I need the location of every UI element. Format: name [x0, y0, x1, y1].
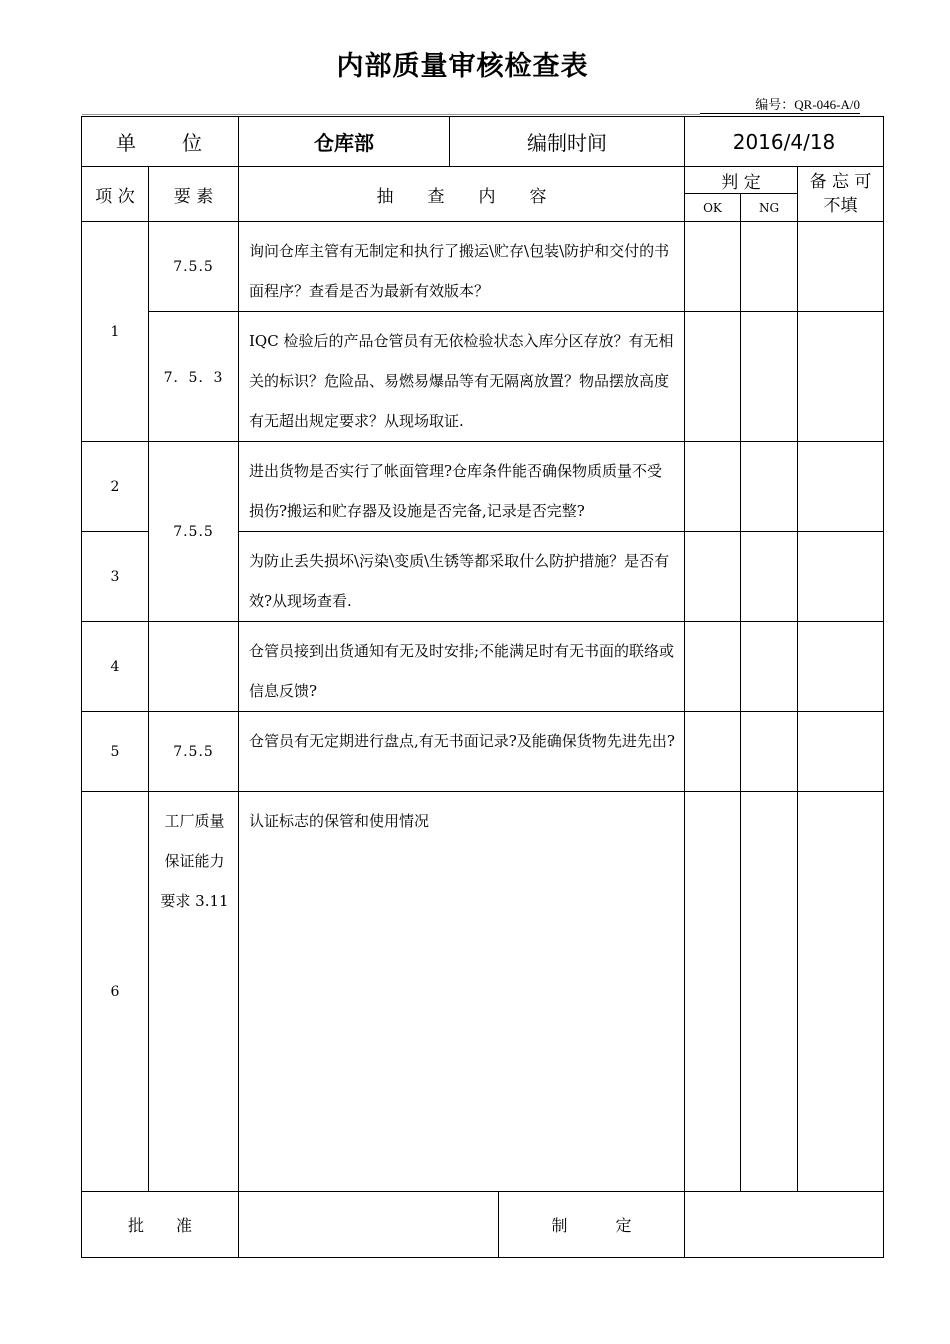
memo-cell[interactable] [798, 222, 884, 312]
item-number: 3 [82, 532, 149, 622]
check-content: 仓管员接到出货通知有无及时安排;不能满足时有无书面的联络或信息反馈? [239, 622, 685, 712]
check-content: 进出货物是否实行了帐面管理?仓库条件能否确保物质质量不受损伤?搬运和贮存器及设施是否完备,记录是否完整? [239, 442, 685, 532]
memo-cell[interactable] [798, 792, 884, 1192]
time-value[interactable]: 2016/4/18 [685, 117, 884, 167]
content-header: 抽 查 内 容 [239, 167, 685, 222]
memo-cell[interactable] [798, 622, 884, 712]
item-number: 4 [82, 622, 149, 712]
signature-row [82, 1192, 884, 1258]
ok-cell[interactable] [685, 532, 741, 622]
ng-cell[interactable] [741, 222, 798, 312]
approve-area [239, 1192, 685, 1258]
check-content: 仓管员有无定期进行盘点,有无书面记录?及能确保货物先进先出? [239, 712, 685, 792]
clause-cell: 7.5.5 [149, 222, 239, 312]
item-number: 2 [82, 442, 149, 532]
clause-cell: 7.5.5 [149, 712, 239, 792]
check-content: 询问仓库主管有无制定和执行了搬运\贮存\包装\防护和交付的书面程序？查看是否为最新有效版本？ [239, 222, 685, 312]
header-divider [82, 114, 700, 115]
approve-field[interactable] [239, 1192, 499, 1257]
time-label: 编制时间 [450, 117, 685, 167]
ng-header: NG [741, 194, 798, 222]
memo-cell[interactable] [798, 312, 884, 442]
ng-cell[interactable] [741, 712, 798, 792]
table-row [82, 792, 884, 1192]
table-row [82, 442, 884, 532]
ok-cell[interactable] [685, 792, 741, 1192]
column-header-row [82, 167, 884, 194]
docno-underline [700, 113, 860, 114]
memo-cell[interactable] [798, 712, 884, 792]
ok-cell[interactable] [685, 712, 741, 792]
ok-header: OK [685, 194, 741, 222]
element-header: 要 素 [149, 167, 239, 222]
ng-cell[interactable] [741, 792, 798, 1192]
judge-header: 判 定 [685, 167, 798, 194]
unit-label: 单 位 [82, 117, 239, 167]
memo-header: 备 忘 可不填 [798, 167, 884, 222]
prepare-label: 制 定 [551, 1216, 632, 1235]
item-number: 6 [82, 792, 149, 1192]
item-number: 1 [82, 222, 149, 442]
prepare-field[interactable] [685, 1192, 884, 1258]
ng-cell[interactable] [741, 622, 798, 712]
table-row [82, 712, 884, 792]
ng-cell[interactable] [741, 532, 798, 622]
approve-label: 批 准 [82, 1192, 239, 1258]
ok-cell[interactable] [685, 222, 741, 312]
page-title: 内部质量审核检查表 [336, 51, 589, 82]
clause-cell: 7．5．3 [149, 312, 239, 442]
clause-cell: 工厂质量保证能力要求 3.11 [149, 792, 239, 1192]
check-content: 认证标志的保管和使用情况 [239, 792, 685, 1192]
check-content: IQC 检验后的产品仓管员有无依检验状态入库分区存放？有无相关的标识？危险品、易燃易爆品等有无隔离放置？物品摆放高度有无超出规定要求？从现场取证. [239, 312, 685, 442]
item-header: 项 次 [82, 167, 149, 222]
audit-checklist-table [81, 116, 884, 1258]
ok-cell[interactable] [685, 622, 741, 712]
unit-row [82, 117, 884, 167]
unit-value[interactable]: 仓库部 [239, 117, 450, 167]
memo-cell[interactable] [798, 532, 884, 622]
ng-cell[interactable] [741, 442, 798, 532]
memo-cell[interactable] [798, 442, 884, 532]
ok-cell[interactable] [685, 442, 741, 532]
ng-cell[interactable] [741, 312, 798, 442]
clause-cell [149, 622, 239, 712]
table-row [82, 622, 884, 712]
item-number: 5 [82, 712, 149, 792]
table-row [82, 312, 884, 442]
table-row [82, 222, 884, 312]
clause-cell: 7.5.5 [149, 442, 239, 622]
check-content: 为防止丢失损坏\污染\变质\生锈等都采取什么防护措施？是否有效?从现场查看. [239, 532, 685, 622]
document-number: 编号：QR-046-A/0 [755, 97, 860, 112]
ok-cell[interactable] [685, 312, 741, 442]
